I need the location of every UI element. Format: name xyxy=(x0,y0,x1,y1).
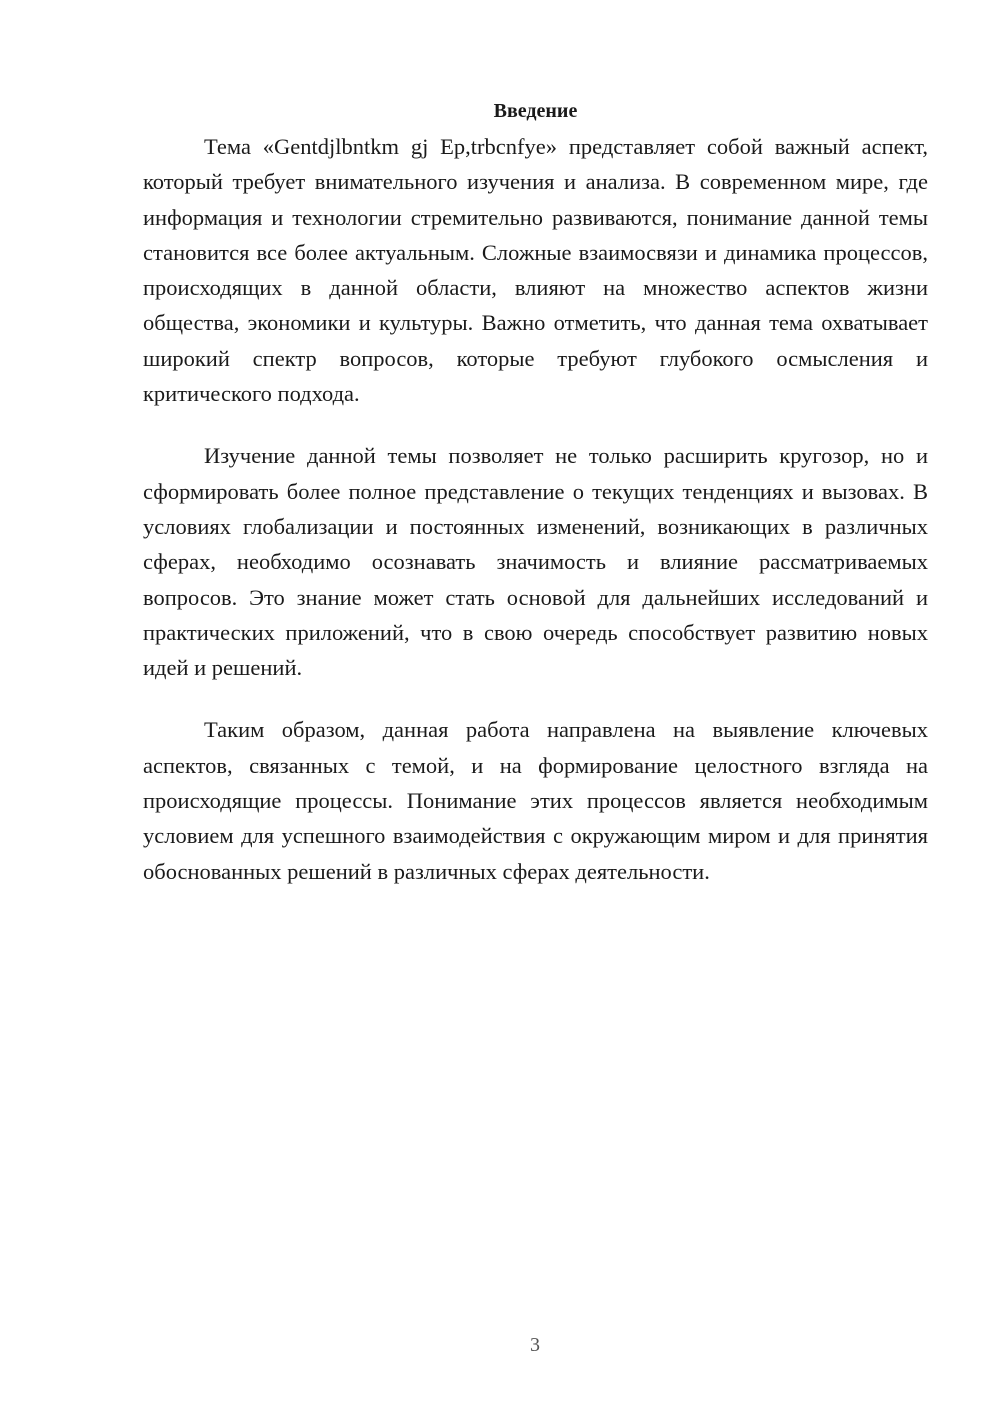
page-number: 3 xyxy=(530,1334,540,1356)
page-content xyxy=(143,94,928,889)
section-heading: Введение xyxy=(493,100,578,122)
paragraph-2: Изучение данной темы позволяет не только расширить кругозор, но и сформировать более полное представление о текущих тенденциях и вызовах. В условиях глобализации и постоянных изменений, возникающих в различных сферах, необходимо осознавать значимость и влияние рассматриваемых вопросов. Это знание может стать основой для дальнейших исследований и практических приложений, что в свою очередь способствует развитию новых идей и решений. xyxy=(143,443,928,681)
paragraph-3: Таким образом, данная работа направлена на выявление ключевых аспектов, связанных с темой, и на формирование целостного взгляда на происходящие процессы. Понимание этих процессов является необходимым условием для успешного взаимодействия с окружающим миром и для принятия обоснованных решений в различных сферах деятельности. xyxy=(143,717,928,884)
paragraph-1: Тема «Gentdjlbntkm gj Ep,trbcnfye» представляет собой важный аспект, который требует внимательного изучения и анализа. В современном мире, где информация и технологии стремительно развиваются, понимание данной темы становится все более актуальным. Сложные взаимосвязи и динамика процессов, происходящих в данной области, влияют на множество аспектов жизни общества, экономики и культуры. Важно отметить, что данная тема охватывает широкий спектр вопросов, которые требуют глубокого осмысления и критического подхода. xyxy=(143,134,928,407)
